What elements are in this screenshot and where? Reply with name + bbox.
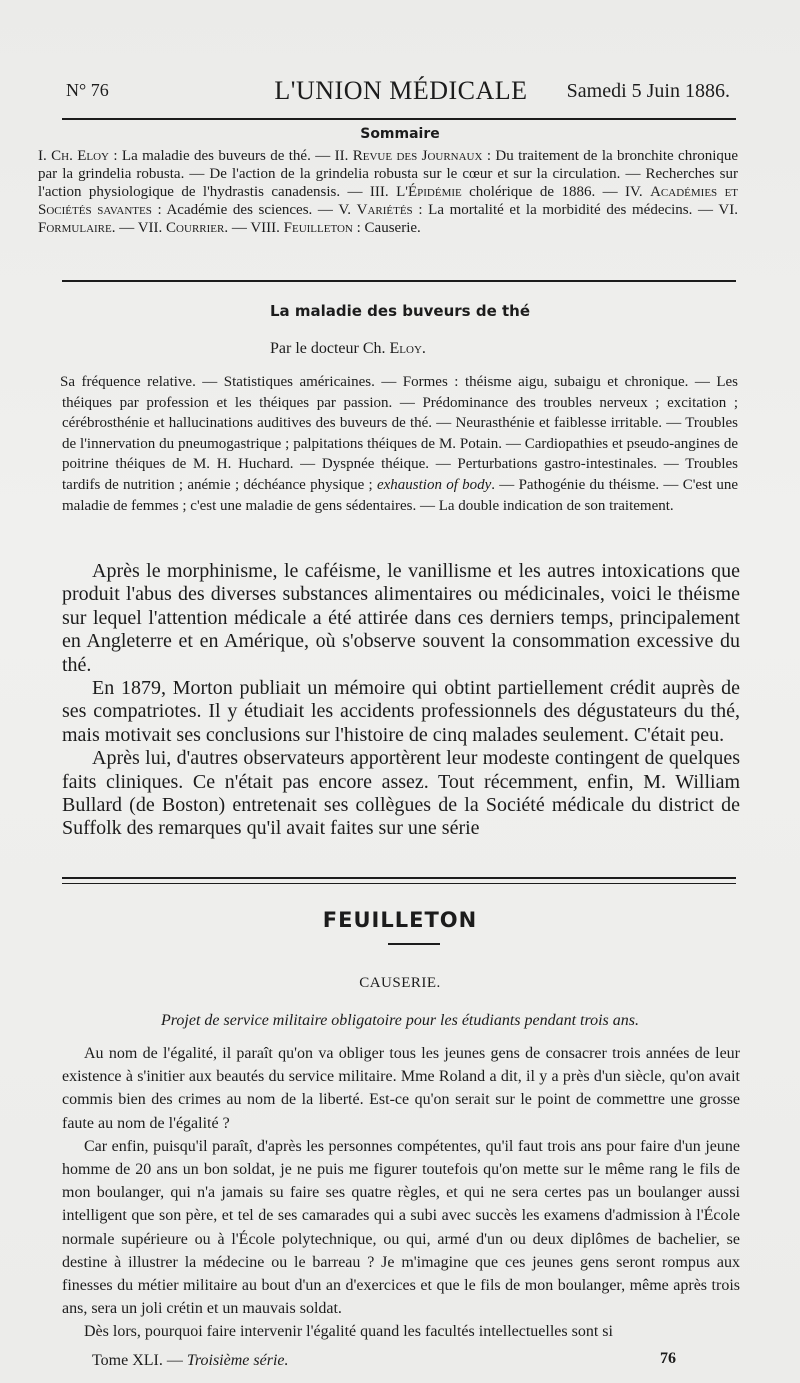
feuilleton-divider (388, 943, 440, 945)
journal-title: L'UNION MÉDICALE (274, 76, 528, 105)
article-abstract: Sa fréquence relative. — Statistiques américaines. — Formes : théisme aigu, subaigu et chronique. — Les théiques par profession et les théiques par passion. — Prédominance des troubles nerveux ; excitation ; cérébrosthénie et hallucinations auditives des buveurs de thé. — Neurasthénie et faiblesse irritable. — Troubles de l'innervation du pneumogastrique ; palpitations théiques de M. Potain. — Cardiopathies et pseudo-angines de poitrine théiques de M. H. Huchard. — Dyspnée théique. — Perturbations gastro-intestinales. — Troubles tardifs de nutrition ; anémie ; déchéance physique ; exhaustion of body. — Pathogénie du théisme. — C'est une maladie de femmes ; c'est une maladie de gens sédentaires. — La double indication de son traitement. (60, 374, 738, 514)
page-footer-volume: Tome XLI. — Troisième série. (92, 1352, 289, 1369)
sommaire-heading: Sommaire (360, 126, 440, 142)
article-author: Par le docteur Ch. Eloy. (270, 340, 426, 357)
article-paragraph: En 1879, Morton publiait un mémoire qui obtint partiellement crédit auprès de ses compatriotes. Il y étudiait les accidents professionnels des dégustateurs du thé, mais motivait ses conclusions sur l'histoire de cinq malades seulement. C'était peu. (62, 677, 740, 746)
article-paragraph: Après le morphinisme, le caféisme, le vanillisme et les autres intoxications que produit l'abus des diverses substances alimentaires ou médicinales, voici le théisme sur lequel l'attention médicale a été attirée dans ces derniers temps, principalement en Angleterre et en Amérique, où s'observe souvent la consommation excessive du thé. (62, 560, 740, 676)
issue-number: N° 76 (66, 80, 109, 100)
feuilleton-heading: FEUILLETON (322, 908, 478, 932)
header-rule (62, 118, 736, 120)
sommaire-rule (62, 280, 736, 282)
causerie-heading: CAUSERIE. (359, 975, 441, 991)
page-header (66, 76, 736, 116)
feuilleton-paragraph: Au nom de l'égalité, il paraît qu'on va obliger tous les jeunes gens de consacrer trois années de leur existence à s'initier aux beautés du service militaire. Mme Roland a dit, il y a près d'un siècle, qu'on avait commis bien des crimes au nom de la liberté. Est-ce qu'on serait sur le point de commettre une grosse faute au nom de l'égalité ? (62, 1045, 740, 1132)
page-number: 76 (660, 1350, 676, 1367)
article-body (62, 560, 740, 841)
feuilleton-rule-thin (62, 883, 736, 884)
sommaire-body: I. Ch. Eloy : La maladie des buveurs de thé. — II. Revue des Journaux : Du traitement de la bronchite chronique par la grindelia robusta. — De l'action de la grindelia robusta sur le cœur et sur la circulation. — Recherches sur l'action physiologique de l'hydrastis canadensis. — III. L'Épidémie cholérique de 1886. — IV. Académies et Sociétés savantes : Académie des sciences. — V. Variétés : La mortalité et la morbidité des médecins. — VI. Formulaire. — VII. Courrier. — VIII. Feuilleton : Causerie. (38, 148, 739, 236)
article-paragraph: Après lui, d'autres observateurs apportèrent leur modeste contingent de quelques faits cliniques. Ce n'était pas encore assez. Tout récemment, enfin, M. William Bullard (de Boston) entretenait ses collègues de la Société médicale du district de Suffolk des remarques qu'il avait faites sur une série (62, 747, 740, 840)
feuilleton-body (62, 1042, 740, 1344)
article-title: La maladie des buveurs de thé (269, 302, 530, 320)
issue-date: Samedi 5 Juin 1886. (566, 80, 730, 102)
feuilleton-subtitle: Projet de service militaire obligatoire pour les étudiants pendant trois ans. (160, 1012, 640, 1029)
feuilleton-paragraph: Dès lors, pourquoi faire intervenir l'égalité quand les facultés intellectuelles sont si (84, 1323, 613, 1341)
feuilleton-paragraph: Car enfin, puisqu'il paraît, d'après les personnes compétentes, qu'il faut trois ans pour faire d'un jeune homme de 20 ans un bon soldat, je ne puis me figurer toutefois qu'on mette sur le même rang le fils de mon boulanger, qui n'a jamais su faire ses quatre règles, et qui ne sera certes pas un boulanger aussi intelligent que son père, et tel de ses camarades qui a subi avec succès les examens d'admission à l'École normale supérieure ou à l'École polytechnique, ou qui, armé d'un ou deux diplômes de bachelier, se destine à illustrer la médecine ou le barreau ? Je m'imagine que ces jeunes gens seront rompus aux finesses du métier militaire au bout d'un an d'exercices et que le fils de mon boulanger, même après trois ans, sera un joli crétin et un mauvais soldat. (62, 1137, 740, 1318)
feuilleton-rule-thick (62, 877, 736, 879)
